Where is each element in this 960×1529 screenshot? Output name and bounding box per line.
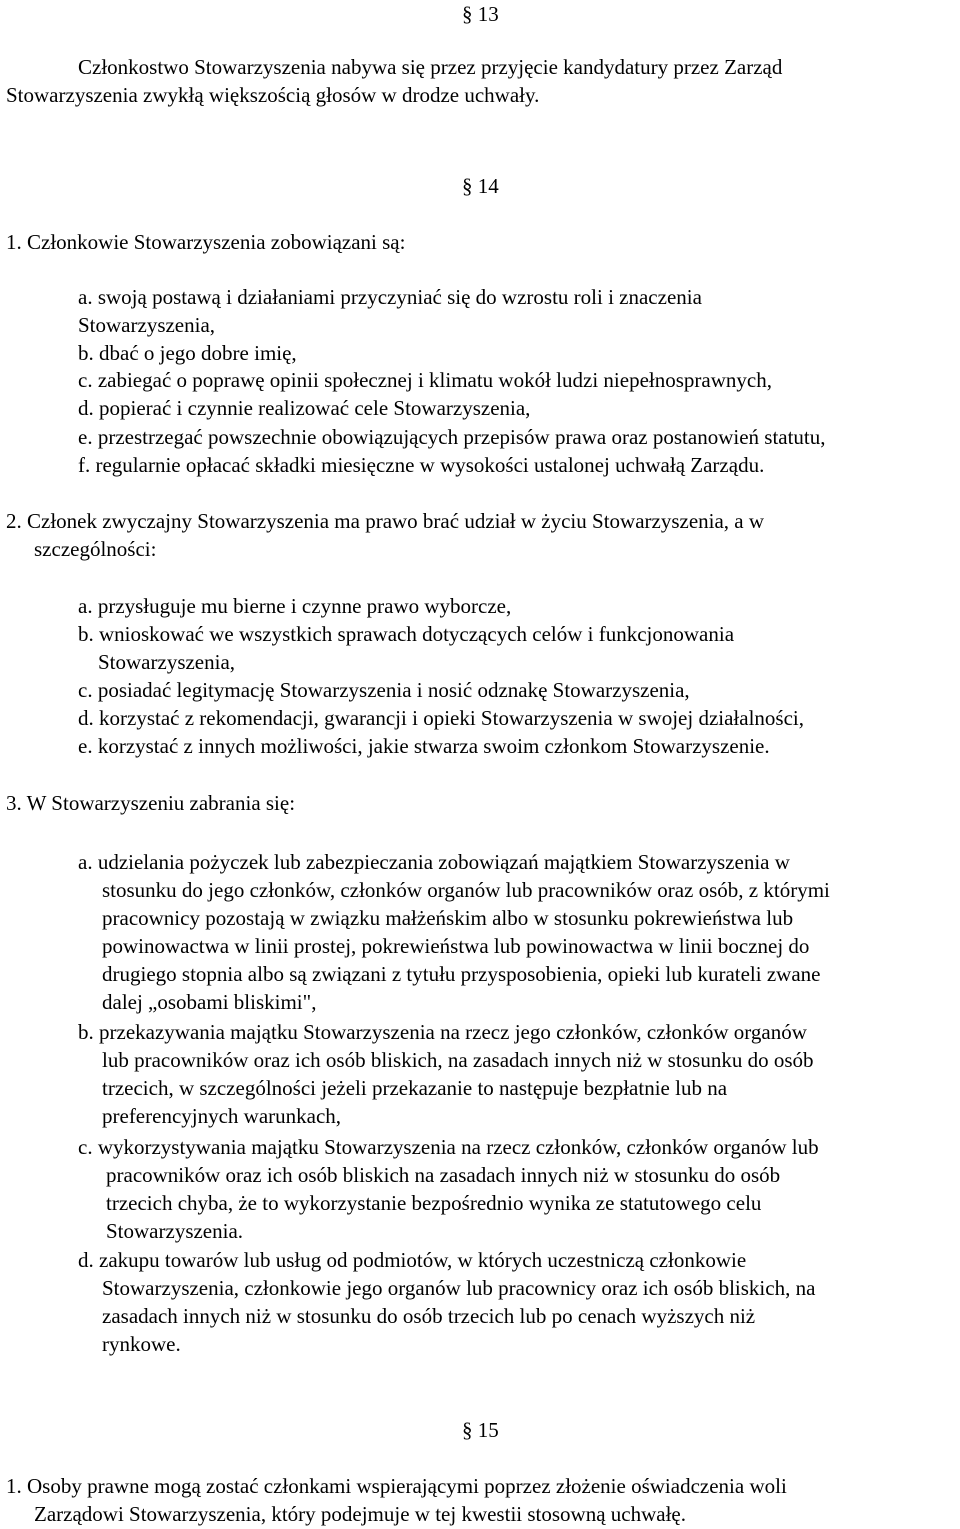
list-item: d. zakupu towarów lub usług od podmiotów, w których uczestniczą członkowie — [78, 1248, 747, 1272]
list-intro: 3. W Stowarzyszeniu zabrania się: — [6, 791, 296, 815]
list-item: powinowactwa w linii prostej, pokrewieństwa lub powinowactwa w linii bocznej do — [102, 934, 810, 958]
list-item: trzecich chyba, że to wykorzystanie bezpośrednio wynika ze statutowego celu — [106, 1191, 762, 1215]
section-heading-15: § 15 — [462, 1418, 499, 1442]
list-item: lub pracowników oraz ich osób bliskich, na zasadach innych niż w stosunku do osób — [102, 1048, 814, 1072]
list-intro: szczególności: — [34, 537, 157, 561]
list-item: a. przysługuje mu bierne i czynne prawo wyborcze, — [78, 594, 512, 618]
list-intro: 2. Członek zwyczajny Stowarzyszenia ma prawo brać udział w życiu Stowarzyszenia, a w — [6, 509, 765, 533]
paragraph-line: Zarządowi Stowarzyszenia, który podejmuje w tej kwestii stosowną uchwałę. — [34, 1502, 686, 1526]
section-heading-14: § 14 — [462, 174, 499, 198]
paragraph-line: 1. Osoby prawne mogą zostać członkami wspierającymi poprzez złożenie oświadczenia woli — [6, 1474, 787, 1498]
list-item: a. swoją postawą i działaniami przyczyniać się do wzrostu roli i znaczenia — [78, 285, 702, 309]
list-item: Stowarzyszenia, — [78, 313, 216, 337]
list-item: b. wnioskować we wszystkich sprawach dotyczących celów i funkcjonowania — [78, 622, 735, 646]
list-item: c. wykorzystywania majątku Stowarzyszenia na rzecz członków, członków organów lub — [78, 1135, 819, 1159]
list-item: preferencyjnych warunkach, — [102, 1104, 342, 1128]
list-item: drugiego stopnia albo są związani z tytułu przysposobienia, opieki lub kurateli zwane — [102, 962, 821, 986]
list-item: d. korzystać z rekomendacji, gwarancji i opieki Stowarzyszenia w swojej działalności, — [78, 706, 804, 730]
list-item: b. przekazywania majątku Stowarzyszenia na rzecz jego członków, członków organów — [78, 1020, 807, 1044]
list-item: stosunku do jego członków, członków organów lub pracowników oraz osób, z którymi — [102, 878, 830, 902]
list-intro: 1. Członkowie Stowarzyszenia zobowiązani są: — [6, 230, 406, 254]
list-item: c. zabiegać o poprawę opinii społecznej i klimatu wokół ludzi niepełnosprawnych, — [78, 368, 772, 392]
list-item: d. popierać i czynnie realizować cele Stowarzyszenia, — [78, 396, 531, 420]
list-item: e. przestrzegać powszechnie obowiązujących przepisów prawa oraz postanowień statutu, — [78, 425, 826, 449]
list-item: pracowników oraz ich osób bliskich na zasadach innych niż w stosunku do osób — [106, 1163, 781, 1187]
list-item: rynkowe. — [102, 1332, 181, 1356]
list-item: trzecich, w szczególności jeżeli przekazanie to następuje bezpłatnie lub na — [102, 1076, 728, 1100]
list-item: a. udzielania pożyczek lub zabezpieczania zobowiązań majątkiem Stowarzyszenia w — [78, 850, 790, 874]
list-item: b. dbać o jego dobre imię, — [78, 341, 297, 365]
list-item: dalej „osobami bliskimi", — [102, 990, 317, 1014]
section-heading-13: § 13 — [462, 2, 499, 26]
list-item: Stowarzyszenia. — [106, 1219, 244, 1243]
list-item: f. regularnie opłacać składki miesięczne w wysokości ustalonej uchwałą Zarządu. — [78, 453, 765, 477]
list-item: Stowarzyszenia, — [98, 650, 236, 674]
list-item: c. posiadać legitymację Stowarzyszenia i nosić odznakę Stowarzyszenia, — [78, 678, 690, 702]
list-item: e. korzystać z innych możliwości, jakie stwarza swoim członkom Stowarzyszenie. — [78, 734, 770, 758]
paragraph-line: Stowarzyszenia zwykłą większością głosów w drodze uchwały. — [6, 83, 540, 107]
list-item: Stowarzyszenia, członkowie jego organów lub pracownicy oraz ich osób bliskich, na — [102, 1276, 816, 1300]
list-item: pracownicy pozostają w związku małżeńskim albo w stosunku pokrewieństwa lub — [102, 906, 794, 930]
paragraph-line: Członkostwo Stowarzyszenia nabywa się przez przyjęcie kandydatury przez Zarząd — [78, 55, 783, 79]
list-item: zasadach innych niż w stosunku do osób trzecich lub po cenach wyższych niż — [102, 1304, 756, 1328]
